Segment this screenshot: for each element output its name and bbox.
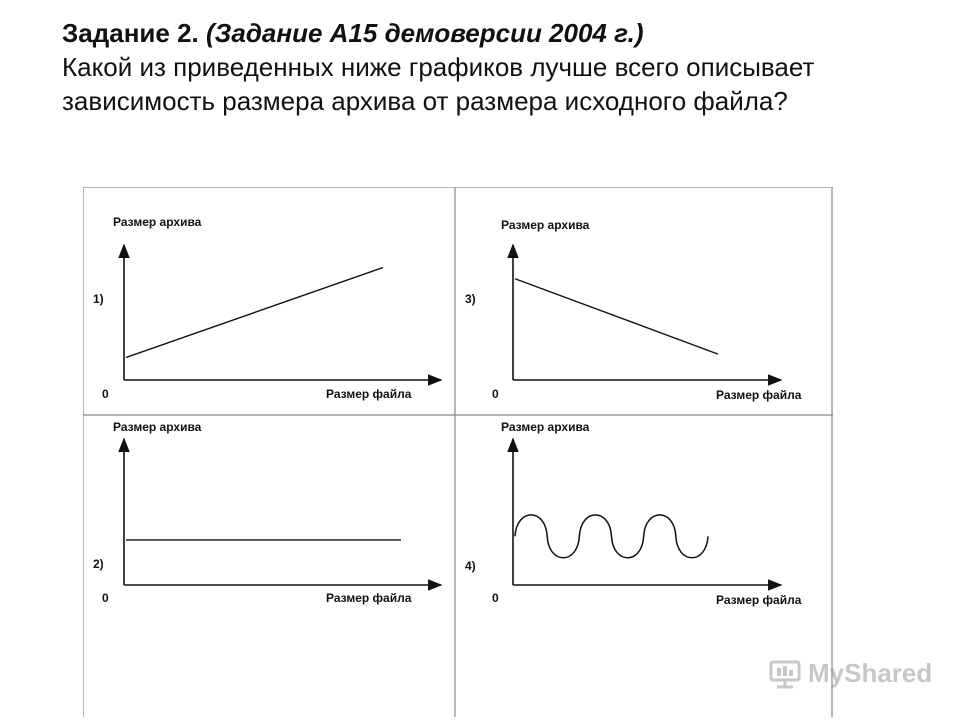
origin-label-1: 0 xyxy=(102,387,109,401)
y-axis-label-3: Размер архива xyxy=(501,218,590,232)
x-axis-label-3: Размер файла xyxy=(716,388,802,402)
x-axis-label-1: Размер файла xyxy=(326,387,412,401)
graph-number-2: 2) xyxy=(93,557,104,571)
task-source: (Задание А15 демоверсии 2004 г.) xyxy=(206,18,644,48)
watermark xyxy=(768,658,932,689)
data-line-3 xyxy=(515,279,718,354)
graph-number-1: 1) xyxy=(93,292,104,306)
origin-label-2: 0 xyxy=(102,591,109,605)
graph-number-3: 3) xyxy=(465,292,476,306)
graphs-frame xyxy=(83,187,833,717)
y-axis-label-4: Размер архива xyxy=(501,420,590,434)
y-axis-label-2: Размер архива xyxy=(113,420,202,434)
data-curve-4 xyxy=(515,515,708,558)
y-axis-label-1: Размер архива xyxy=(113,215,202,229)
task-label: Задание 2. xyxy=(62,18,199,48)
presentation-board-icon xyxy=(768,659,802,689)
data-line-1 xyxy=(126,268,383,358)
task-question: Какой из приведенных ниже графиков лучше всего описывает зависимость размера архива от размера исходного файла? xyxy=(62,52,815,116)
watermark-text: MyShared xyxy=(808,658,933,688)
graphs-grid xyxy=(83,187,833,717)
x-axis-label-2: Размер файла xyxy=(326,591,412,605)
origin-label-4: 0 xyxy=(492,591,499,605)
graph-number-4: 4) xyxy=(465,559,476,573)
x-axis-label-4: Размер файла xyxy=(716,593,802,607)
origin-label-3: 0 xyxy=(492,387,499,401)
task-header xyxy=(62,16,922,118)
task-title xyxy=(62,16,922,50)
